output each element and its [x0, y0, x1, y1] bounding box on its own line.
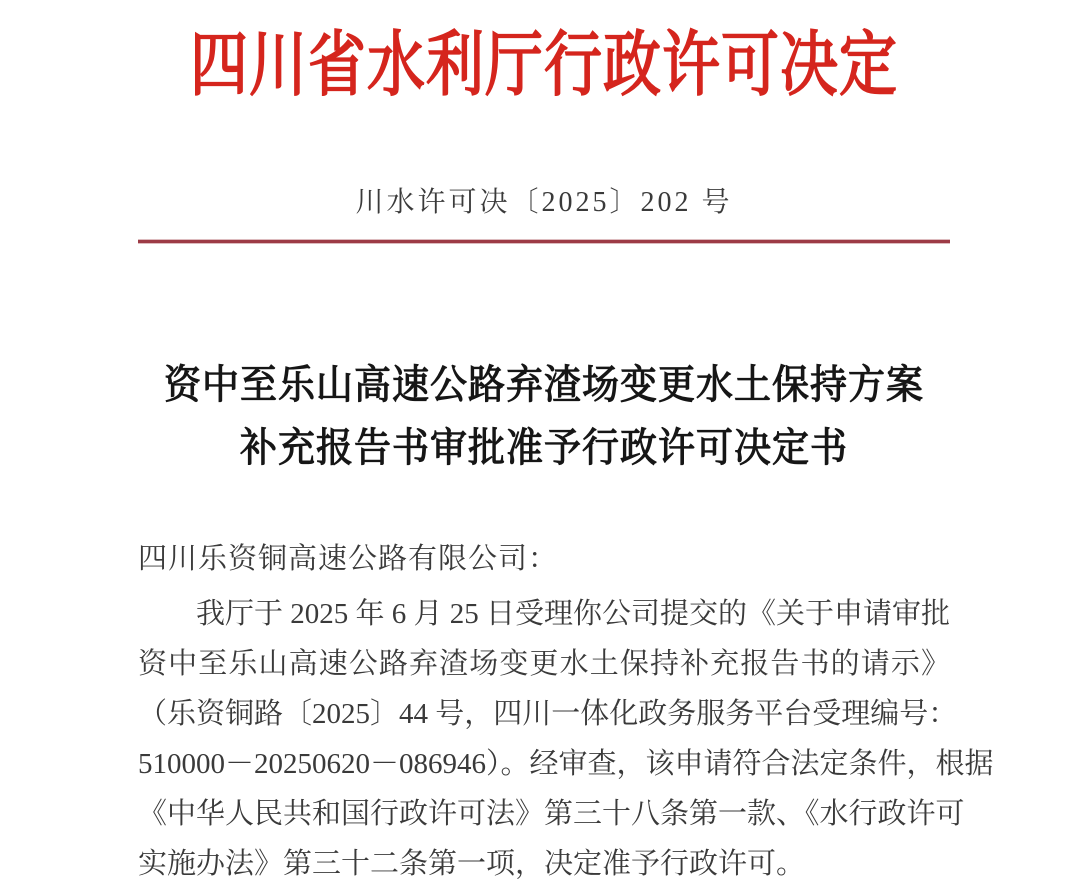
addressee-salutation: 四川乐资铜高速公路有限公司：: [138, 543, 559, 575]
masthead-title: 四川省水利厅行政许可决定: [189, 25, 898, 106]
paragraph-line: 实施办法》第三十二条第一项，决定准予行政许可。: [138, 848, 806, 880]
decision-title-line1: 资中至乐山高速公路弃渣场变更水土保持方案: [164, 363, 924, 408]
decision-title-line2: 补充报告书审批准予行政许可决定书: [240, 426, 848, 471]
paragraph-line: 我厅于 2025 年 6 月 25 日受理你公司提交的《关于申请审批: [196, 598, 951, 630]
paragraph-line: 《中华人民共和国行政许可法》第三十八条第一款、《水行政许可: [138, 798, 965, 830]
paragraph-line: （乐资铜路〔2025〕44 号，四川一体化政务服务平台受理编号：: [138, 698, 958, 730]
paragraph-line: 510000－20250620－086946）。经审查，该申请符合法定条件，根据: [138, 748, 994, 780]
decision-title: [138, 355, 950, 480]
decision-paragraph: [138, 589, 994, 889]
paragraph-line: 资中至乐山高速公路弃渣场变更水土保持补充报告书的请示》: [138, 648, 950, 680]
document-number: 川水许可决〔2025〕202 号: [355, 187, 733, 218]
document-content: [138, 0, 994, 889]
red-divider-line: [138, 240, 950, 243]
